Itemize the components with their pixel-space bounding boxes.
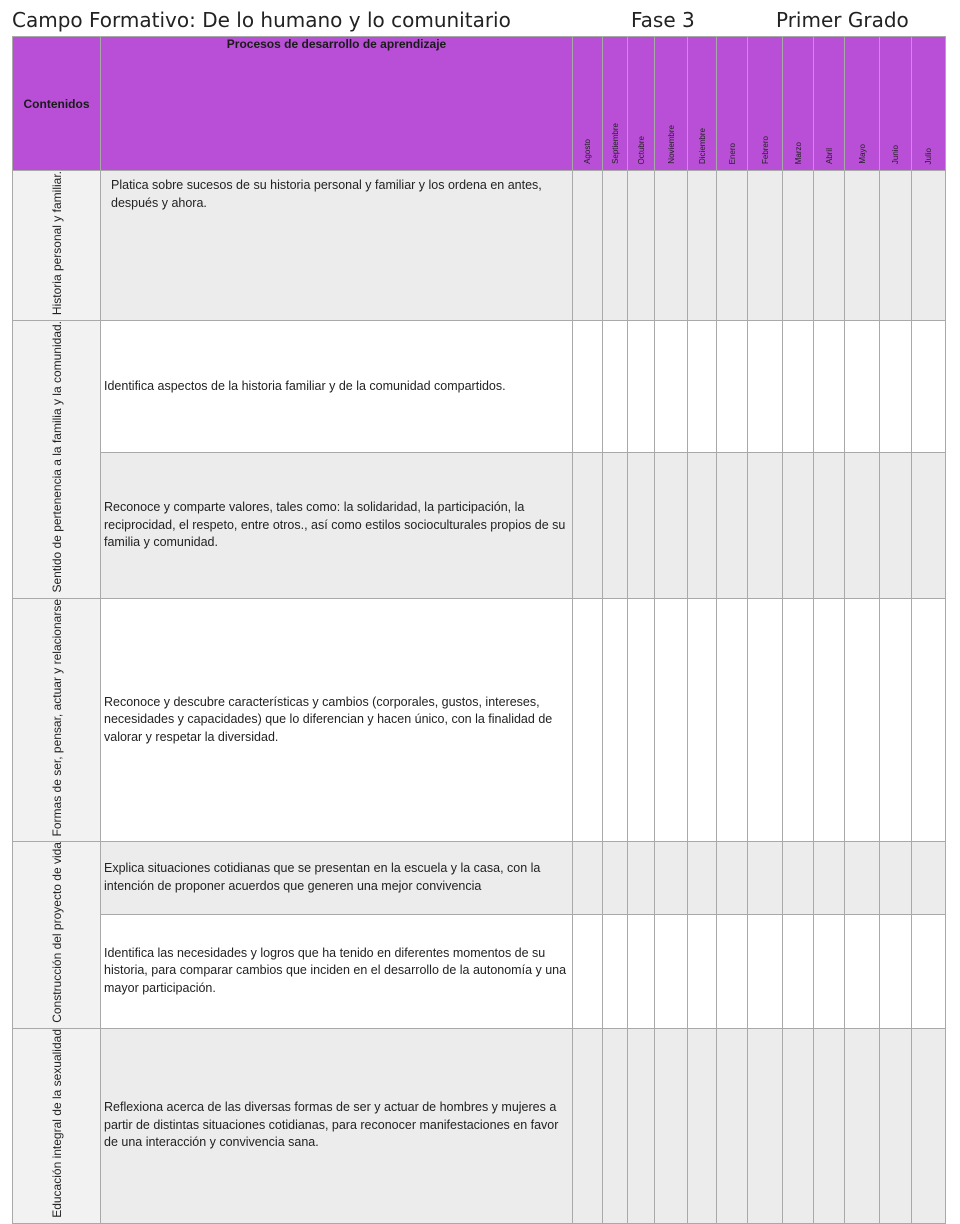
contenido-label: Sentido de pertenencia a la familia y la comunidad. [49,321,64,593]
contenidos-header: Contenidos [13,37,101,171]
month-cell[interactable] [814,1028,845,1223]
month-cell[interactable] [748,321,783,453]
month-cell[interactable] [880,1028,912,1223]
month-cell[interactable] [655,914,688,1028]
month-cell[interactable] [603,321,628,453]
month-cell[interactable] [573,914,603,1028]
month-cell[interactable] [814,321,845,453]
month-cell[interactable] [748,171,783,321]
month-cell[interactable] [814,914,845,1028]
month-label: Septiembre [610,123,620,164]
month-label: Abril [824,147,834,164]
grado-label: Primer Grado [776,8,909,32]
title-bar [0,0,960,36]
header-row [13,37,946,171]
month-cell[interactable] [845,321,880,453]
proceso-cell: Reconoce y descubre características y cambios (corporales, gustos, intereses, necesidades y capacidades) que lo diferencian y hacen único, con la finalidad de valorar y respetar la diversidad. [101,598,573,841]
month-cell[interactable] [603,453,628,598]
proceso-cell: Reconoce y comparte valores, tales como: la solidaridad, la participación, la reciprocidad, el respeto, entre otros., así como estilos socioculturales propios de su familia y comunidad. [101,453,573,598]
month-cell[interactable] [880,321,912,453]
month-cell[interactable] [688,321,717,453]
contenido-label: Historia personal y familiar. [49,171,64,316]
contenido-cell [13,171,101,321]
month-cell[interactable] [655,321,688,453]
month-label: Mayo [857,144,867,164]
month-label: Enero [727,142,737,164]
month-cell[interactable] [845,842,880,915]
month-cell[interactable] [880,171,912,321]
month-cell[interactable] [628,842,655,915]
proceso-cell: Identifica aspectos de la historia familiar y de la comunidad compartidos. [101,321,573,453]
contenido-label: Construcción del proyecto de vida [49,842,64,1023]
month-cell[interactable] [845,1028,880,1223]
month-cell[interactable] [912,321,946,453]
month-header [748,37,783,171]
month-cell[interactable] [717,842,748,915]
proceso-cell: Platica sobre sucesos de su historia personal y familiar y los ordena en antes, después y ahora. [101,171,573,321]
month-label: Marzo [793,141,803,164]
contenido-cell [13,321,101,599]
month-cell[interactable] [655,171,688,321]
contenido-label: Formas de ser, pensar, actuar y relacionarse [49,598,64,837]
month-cell[interactable] [845,914,880,1028]
month-cell[interactable] [783,321,814,453]
month-cell[interactable] [912,171,946,321]
month-header [655,37,688,171]
month-cell[interactable] [628,1028,655,1223]
month-cell[interactable] [748,453,783,598]
month-cell[interactable] [814,171,845,321]
month-cell[interactable] [845,171,880,321]
month-header [688,37,717,171]
month-cell[interactable] [783,914,814,1028]
month-header [880,37,912,171]
month-cell[interactable] [573,842,603,915]
month-cell[interactable] [912,842,946,915]
month-header [628,37,655,171]
month-cell[interactable] [783,842,814,915]
month-label: Agosto [583,139,592,164]
month-cell[interactable] [655,1028,688,1223]
month-cell[interactable] [717,453,748,598]
month-header [717,37,748,171]
proceso-cell: Explica situaciones cotidianas que se presentan en la escuela y la casa, con la intención de proponer acuerdos que generen una mejor convivencia [101,842,573,915]
month-cell[interactable] [655,842,688,915]
contenido-cell [13,1028,101,1223]
table-row [13,321,946,453]
month-cell[interactable] [688,842,717,915]
month-cell[interactable] [912,914,946,1028]
campo-formativo-title: Campo Formativo: De lo humano y lo comunitario [12,8,511,32]
planning-table [12,36,946,1224]
month-cell[interactable] [628,321,655,453]
month-cell[interactable] [655,453,688,598]
month-cell[interactable] [717,1028,748,1223]
month-label: Noviembre [666,125,676,164]
contenido-label: Educación integral de la sexualidad [49,1028,64,1218]
table-row [13,453,946,598]
month-cell[interactable] [748,1028,783,1223]
month-label: Julio [924,147,933,164]
month-cell[interactable] [603,1028,628,1223]
month-cell[interactable] [717,321,748,453]
month-header [845,37,880,171]
month-cell[interactable] [573,1028,603,1223]
month-cell[interactable] [573,171,603,321]
month-cell[interactable] [573,453,603,598]
month-cell[interactable] [688,1028,717,1223]
month-cell[interactable] [628,914,655,1028]
month-header [814,37,845,171]
month-cell[interactable] [880,914,912,1028]
month-label: Diciembre [697,127,707,164]
month-cell[interactable] [603,171,628,321]
month-cell[interactable] [628,171,655,321]
month-label: Febrero [760,135,770,164]
month-cell[interactable] [688,453,717,598]
month-cell[interactable] [748,914,783,1028]
table-row [13,914,946,1028]
month-header [912,37,946,171]
month-cell[interactable] [628,453,655,598]
month-cell[interactable] [880,842,912,915]
month-cell[interactable] [717,914,748,1028]
month-cell[interactable] [845,453,880,598]
month-cell[interactable] [717,171,748,321]
month-cell[interactable] [603,842,628,915]
table-row [13,171,946,321]
month-cell[interactable] [880,453,912,598]
contenido-cell [13,842,101,1029]
month-cell[interactable] [814,453,845,598]
month-label: Octubre [636,135,646,164]
month-cell[interactable] [783,453,814,598]
month-cell[interactable] [688,171,717,321]
month-cell[interactable] [783,1028,814,1223]
table-row [13,842,946,915]
month-cell[interactable] [573,321,603,453]
fase-label: Fase 3 [631,8,695,32]
month-cell[interactable] [688,914,717,1028]
month-cell[interactable] [783,171,814,321]
month-cell[interactable] [603,914,628,1028]
month-header [603,37,628,171]
month-label: Junio [891,144,900,164]
month-cell[interactable] [912,1028,946,1223]
month-cell[interactable] [814,842,845,915]
procesos-header: Procesos de desarrollo de aprendizaje [101,37,573,171]
month-header [783,37,814,171]
month-header [573,37,603,171]
proceso-cell: Identifica las necesidades y logros que ha tenido en diferentes momentos de su historia, para comparar cambios que inciden en el desarrollo de la autonomía y una mayor participación. [101,914,573,1028]
month-cell[interactable] [748,842,783,915]
proceso-cell: Reflexiona acerca de las diversas formas de ser y actuar de hombres y mujeres a partir de distintas situaciones cotidianas, para reconocer manifestaciones en favor de una interacción y convivencia sana. [101,1028,573,1223]
month-cell[interactable] [912,453,946,598]
table-row [13,1028,946,1223]
